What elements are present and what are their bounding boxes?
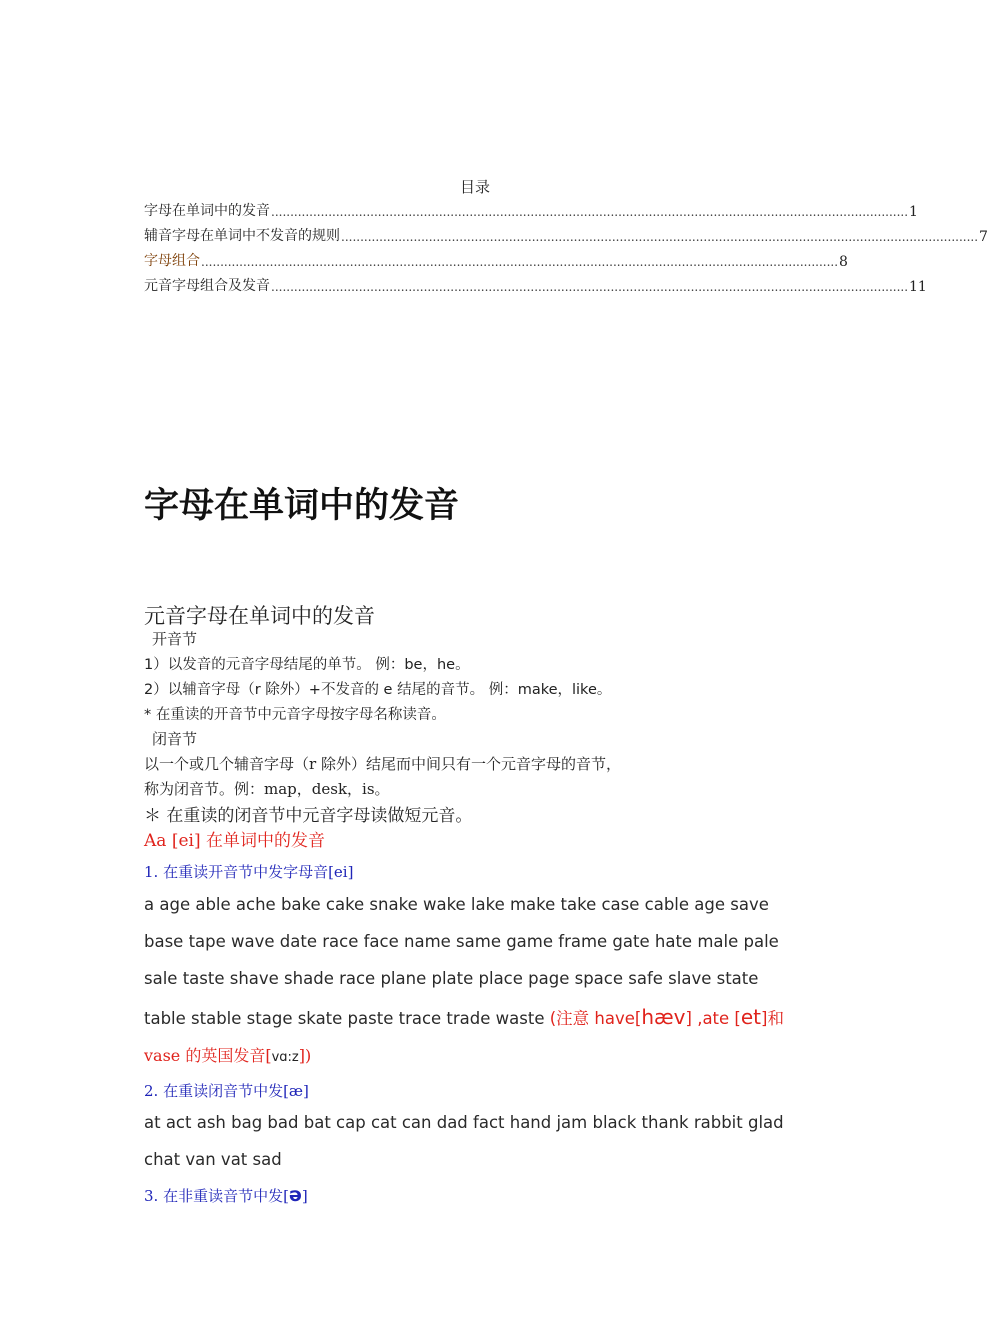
closed-syllable-note: ＊ 在重读的闭音节中元音字母读做短元音。 <box>144 806 473 826</box>
letter-a-subheading-3 <box>144 1184 308 1206</box>
note2-suffix: ]) <box>298 1046 312 1065</box>
toc-leader-dots: ....................................................................................................................................................................... <box>341 230 979 244</box>
pronunciation-note-2 <box>144 1043 311 1066</box>
letter-a-subheading-2: 2. 在重读闭音节中发[æ] <box>144 1082 309 1100</box>
toc-entry-page: 11 <box>909 279 927 295</box>
note-mid: ] ,ate [ <box>685 1009 741 1028</box>
closed-syllable-rule-1: 以一个或几个辅音字母（r 除外）结尾而中间只有一个元音字母的音节， <box>144 755 621 773</box>
toc-entry-page: 7 <box>979 229 988 245</box>
word-list-line-with-note <box>144 1005 784 1029</box>
word-list-line: at act ash bag bad bat cap cat can dad fact hand jam black thank rabbit glad <box>144 1113 784 1132</box>
subheading-3-suffix: ] <box>301 1187 308 1205</box>
toc-entry[interactable] <box>144 275 927 295</box>
toc-entry-label: 元音字母组合及发音 <box>144 278 270 294</box>
phonetic-ate: et <box>740 1005 762 1029</box>
open-syllable-rule-1: 1）以发音的元音字母结尾的单节。 例：be，he。 <box>144 657 470 673</box>
open-syllable-rule-2: 2）以辅音字母（r 除外）+不发音的 e 结尾的音节。 例：make，like。 <box>144 682 612 698</box>
heading-1: 字母在单词中的发音 <box>144 486 460 526</box>
word-list-line: chat van vat sad <box>144 1150 282 1169</box>
letter-a-subheading-1: 1. 在重读开音节中发字母音[ei] <box>144 863 354 881</box>
phonetic-vase: vɑ:z <box>271 1050 299 1065</box>
open-syllable-title: 开音节 <box>152 630 198 648</box>
pronunciation-note <box>549 1005 784 1029</box>
note-prefix: (注意 have[ <box>549 1009 642 1028</box>
toc-entry-label: 字母在单词中的发音 <box>144 203 270 219</box>
toc-entry[interactable] <box>144 225 988 245</box>
toc-leader-dots: ....................................................................................................................................................................... <box>271 280 909 294</box>
phonetic-have: hæv <box>641 1005 686 1029</box>
toc-leader-dots: ....................................................................................................................................................................... <box>271 205 909 219</box>
toc-leader-dots: ....................................................................................................................................................................... <box>201 255 839 269</box>
closed-syllable-rule-2: 称为闭音节。例：map，desk，is。 <box>144 780 390 798</box>
toc-entry-label: 辅音字母在单词中不发音的规则 <box>144 228 340 244</box>
heading-2: 元音字母在单词中的发音 <box>144 604 375 628</box>
toc-entry[interactable] <box>144 200 918 220</box>
toc-entry-page: 8 <box>839 254 848 270</box>
word-list-line: a age able ache bake cake snake wake lake make take case cable age save <box>144 895 769 914</box>
toc-entry-label: 字母组合 <box>144 253 200 269</box>
word-list-text: table stable stage skate paste trace trade waste <box>144 1009 545 1028</box>
toc-entry[interactable] <box>144 250 848 270</box>
letter-a-heading: Aa [ei] 在单词中的发音 <box>144 831 325 851</box>
phonetic-schwa: ə <box>288 1184 302 1206</box>
subheading-3-text: 3. 在非重读音节中发[ <box>144 1187 289 1205</box>
toc-title: 目录 <box>459 178 490 196</box>
note2-prefix: vase 的英国发音[ <box>144 1046 272 1065</box>
word-list-line: base tape wave date race face name same game frame gate hate male pale <box>144 932 779 951</box>
note-suffix: ]和 <box>761 1009 784 1028</box>
toc-entry-page: 1 <box>909 204 918 220</box>
word-list-line: sale taste shave shade race plane plate place page space safe slave state <box>144 969 759 988</box>
open-syllable-note: * 在重读的开音节中元音字母按字母名称读音。 <box>144 707 446 723</box>
closed-syllable-title: 闭音节 <box>152 730 198 748</box>
